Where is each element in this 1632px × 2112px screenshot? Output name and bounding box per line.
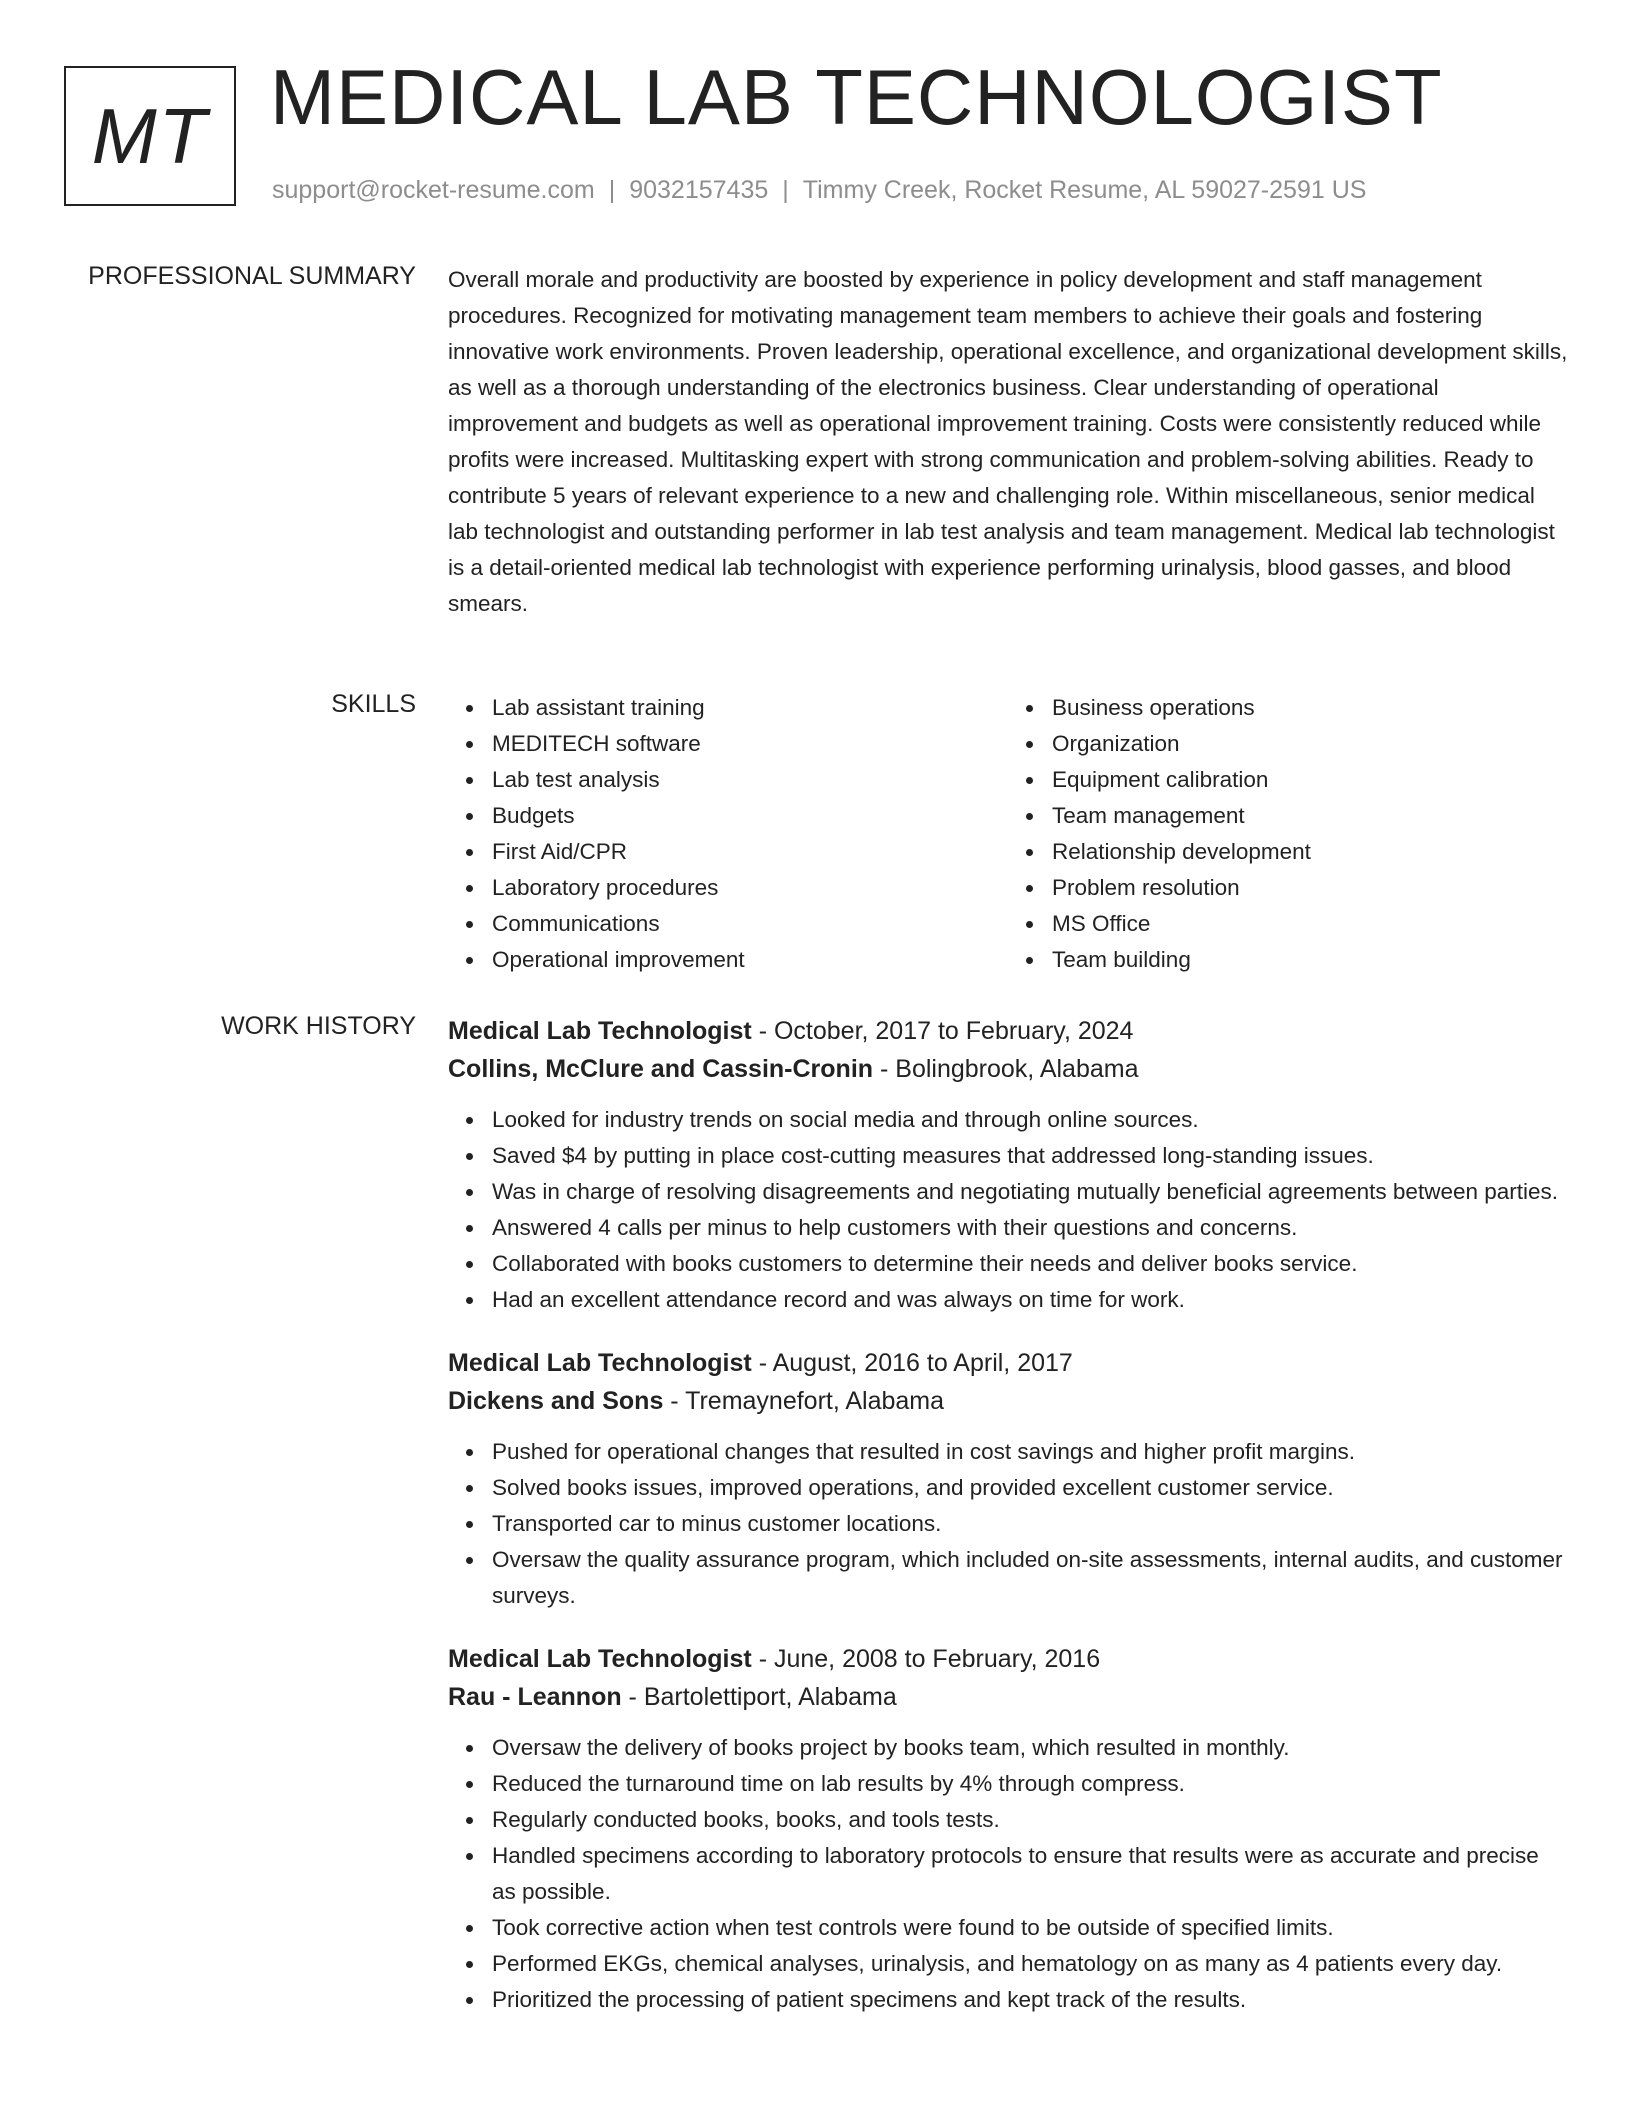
job-title-line [448, 1344, 1568, 1382]
skill-item: Problem resolution [1052, 870, 1568, 906]
skill-item: Organization [1052, 726, 1568, 762]
job-bullet: Oversaw the quality assurance program, which included on-site assessments, internal audits, and customer surveys. [492, 1542, 1568, 1614]
skill-item: Budgets [492, 798, 1008, 834]
job-bullet: Was in charge of resolving disagreements and negotiating mutually beneficial agreements between parties. [492, 1174, 1568, 1210]
job-bullet-list [448, 1730, 1568, 2018]
contact-separator: | [608, 176, 616, 204]
job-bullet: Handled specimens according to laboratory protocols to ensure that results were as accurate and precise as possible. [492, 1838, 1568, 1910]
job-entry [448, 1012, 1568, 1318]
job-bullet: Performed EKGs, chemical analyses, urinalysis, and hematology on as many as 4 patients every day. [492, 1946, 1568, 1982]
skill-item: Equipment calibration [1052, 762, 1568, 798]
skills-body [448, 690, 1568, 978]
work-history-body [448, 1012, 1568, 2044]
job-bullet: Had an excellent attendance record and was always on time for work. [492, 1282, 1568, 1318]
skill-item: Team management [1052, 798, 1568, 834]
job-bullet: Transported car to minus customer locations. [492, 1506, 1568, 1542]
skill-item: Laboratory procedures [492, 870, 1008, 906]
job-company-line [448, 1678, 1568, 1716]
job-bullet: Looked for industry trends on social media and through online sources. [492, 1102, 1568, 1138]
job-bullet: Saved $4 by putting in place cost-cutting measures that addressed long-standing issues. [492, 1138, 1568, 1174]
skill-item: First Aid/CPR [492, 834, 1008, 870]
contact-line [272, 176, 1366, 205]
job-bullet: Prioritized the processing of patient specimens and kept track of the results. [492, 1982, 1568, 2018]
skills-heading: SKILLS [331, 690, 416, 718]
skill-item: Lab test analysis [492, 762, 1008, 798]
contact-email: support@rocket-resume.com [272, 176, 595, 204]
job-company-line [448, 1050, 1568, 1088]
job-bullet: Answered 4 calls per minus to help customers with their questions and concerns. [492, 1210, 1568, 1246]
job-entry [448, 1344, 1568, 1614]
job-company-line [448, 1382, 1568, 1420]
summary-body [448, 262, 1568, 622]
skill-item: Communications [492, 906, 1008, 942]
job-title-line [448, 1012, 1568, 1050]
monogram-box [64, 66, 236, 206]
job-company: Rau - Leannon [448, 1683, 622, 1711]
job-title: Medical Lab Technologist [448, 1645, 752, 1673]
contact-address: Timmy Creek, Rocket Resume, AL 59027-2591 US [802, 176, 1367, 204]
job-entry [448, 1640, 1568, 2018]
job-company: Collins, McClure and Cassin-Cronin [448, 1055, 874, 1083]
job-dates: - August, 2016 to April, 2017 [751, 1349, 1073, 1377]
skill-item: Operational improvement [492, 942, 1008, 978]
skills-list-right [1008, 690, 1568, 978]
job-bullet-list [448, 1102, 1568, 1318]
skill-item: Lab assistant training [492, 690, 1008, 726]
job-company: Dickens and Sons [448, 1387, 664, 1415]
job-bullet: Took corrective action when test controls were found to be outside of specified limits. [492, 1910, 1568, 1946]
work-history-heading: WORK HISTORY [221, 1012, 416, 1040]
job-bullet: Oversaw the delivery of books project by books team, which resulted in monthly. [492, 1730, 1568, 1766]
skills-list-left [448, 690, 1008, 978]
job-bullet: Solved books issues, improved operations, and provided excellent customer service. [492, 1470, 1568, 1506]
job-bullet: Reduced the turnaround time on lab results by 4% through compress. [492, 1766, 1568, 1802]
job-bullet: Collaborated with books customers to determine their needs and deliver books service. [492, 1246, 1568, 1282]
job-location: - Tremaynefort, Alabama [663, 1387, 945, 1415]
job-bullet-list [448, 1434, 1568, 1614]
skill-item: MEDITECH software [492, 726, 1008, 762]
job-dates: - October, 2017 to February, 2024 [751, 1017, 1134, 1045]
skills-columns [448, 690, 1568, 978]
skill-item: Relationship development [1052, 834, 1568, 870]
job-title: Medical Lab Technologist [448, 1349, 752, 1377]
job-dates: - June, 2008 to February, 2016 [751, 1645, 1101, 1673]
skill-item: Business operations [1052, 690, 1568, 726]
job-bullet: Regularly conducted books, books, and tools tests. [492, 1802, 1568, 1838]
job-title-line [448, 1640, 1568, 1678]
contact-phone: 9032157435 [629, 176, 769, 204]
job-title: Medical Lab Technologist [448, 1017, 752, 1045]
contact-separator: | [782, 176, 789, 204]
summary-heading: PROFESSIONAL SUMMARY [88, 262, 416, 290]
skill-item: MS Office [1052, 906, 1568, 942]
job-bullet: Pushed for operational changes that resulted in cost savings and higher profit margins. [492, 1434, 1568, 1470]
job-location: - Bartolettiport, Alabama [621, 1683, 897, 1711]
skill-item: Team building [1052, 942, 1568, 978]
summary-text: Overall morale and productivity are boosted by experience in policy development and staff management procedures. Recognized for motivating management team members to achieve their goals and fostering innovative work environments. Proven leadership, operational excellence, and organizational development skills, as well as a thorough understanding of the electronics business. Clear understanding of operational improvement and budgets as well as operational improvement training. Costs were consistently reduced while profits were increased. Multitasking expert with strong communication and problem-solving abilities. Ready to contribute 5 years of relevant experience to a new and challenging role. Within miscellaneous, senior medical lab technologist and outstanding performer in lab test analysis and team management. Medical lab technologist is a detail-oriented medical lab technologist with experience performing urinalysis, blood gasses, and blood smears. [448, 267, 1568, 616]
monogram-initials: MT [91, 91, 209, 180]
resume-title: MEDICAL LAB TECHNOLOGIST [270, 53, 1443, 141]
job-location: - Bolingbrook, Alabama [873, 1055, 1139, 1083]
